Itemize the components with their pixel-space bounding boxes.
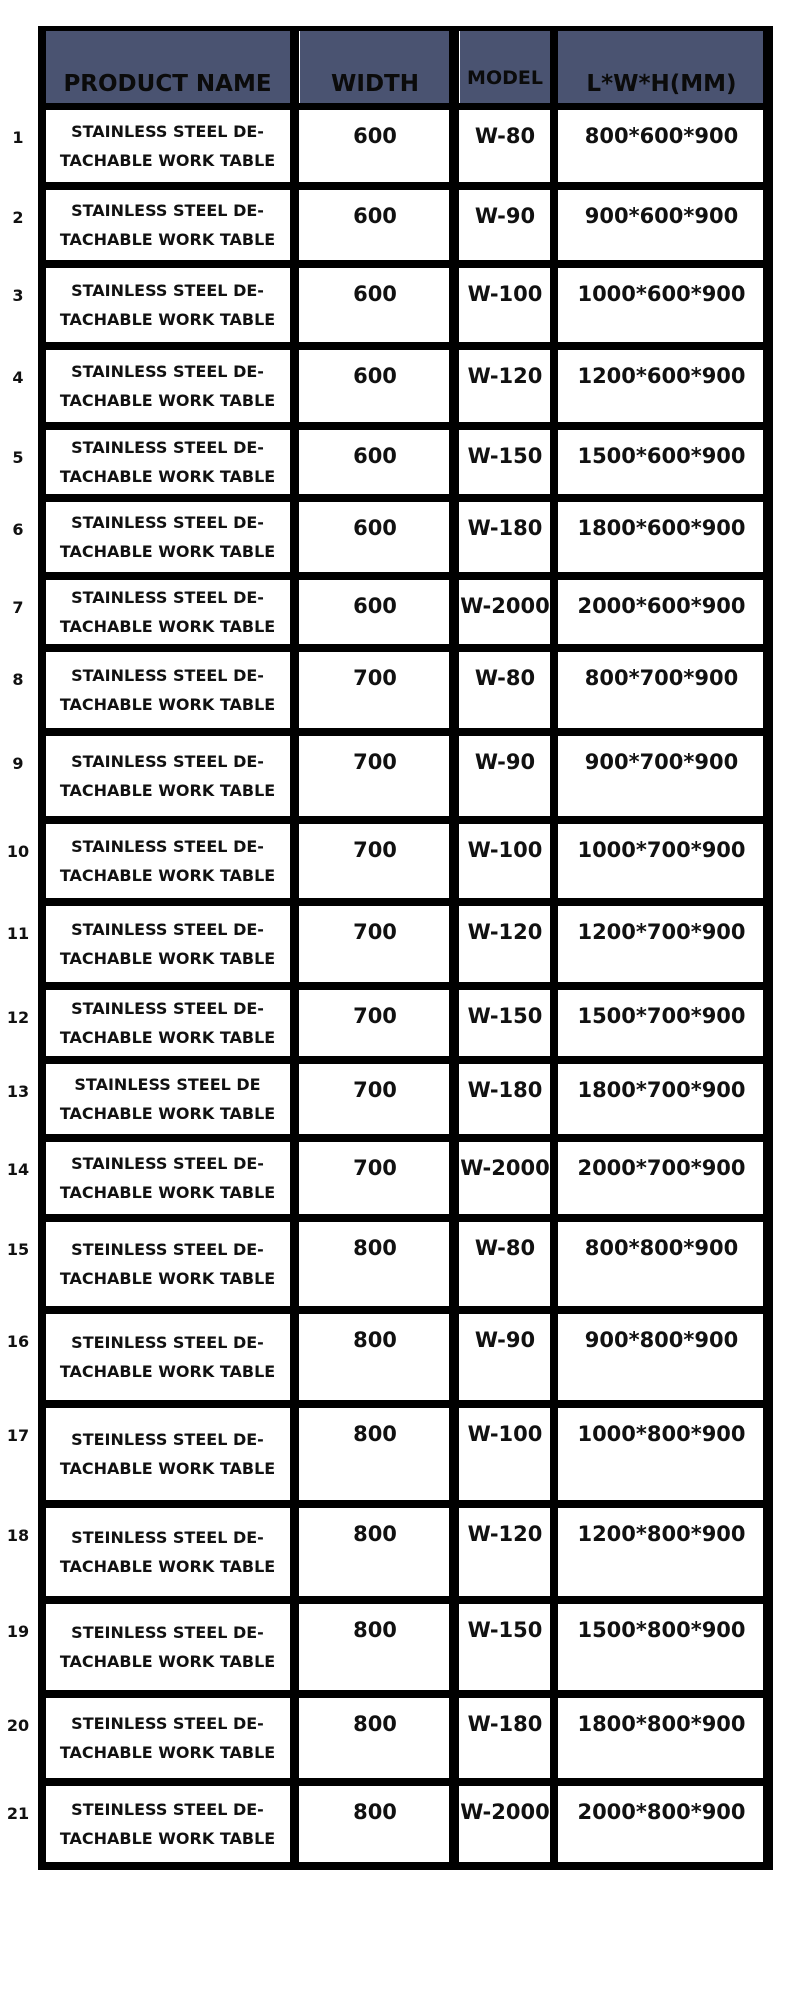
product-name-line2: TACHABLE WORK TABLE (59, 1557, 276, 1576)
product-name-cell (45, 190, 290, 260)
product-name-line1: STAINLESS STEEL DE- (71, 281, 264, 300)
product-name-line1: STAINLESS STEEL DE- (71, 362, 264, 381)
product-name-line2: TACHABLE WORK TABLE (59, 949, 276, 968)
product-name-line1: STAINLESS STEEL DE- (71, 752, 264, 771)
row-number: 2 (12, 208, 24, 227)
row-divider (38, 103, 773, 110)
model-cell: W-150 (467, 1618, 543, 1642)
row-number: 5 (12, 448, 24, 467)
product-name-cell (45, 580, 290, 644)
product-name-line1: STAINLESS STEEL DE (74, 1075, 261, 1094)
row-divider (38, 898, 773, 906)
row-divider (38, 342, 773, 350)
dimensions-cell: 2000*600*900 (577, 594, 746, 618)
dimensions-cell: 800*700*900 (584, 666, 739, 690)
model-cell: W-180 (467, 516, 543, 540)
width-cell: 700 (353, 1078, 397, 1102)
product-name-line2: TACHABLE WORK TABLE (59, 1743, 276, 1762)
row-divider (38, 1214, 773, 1222)
column-divider (550, 26, 558, 1870)
dimensions-cell: 1500*800*900 (577, 1618, 746, 1642)
product-name-line2: TACHABLE WORK TABLE (59, 866, 276, 885)
width-cell: 600 (353, 282, 397, 306)
product-name-line1: STEINLESS STEEL DE- (71, 1240, 264, 1259)
model-cell: W-150 (467, 1004, 543, 1028)
dimensions-cell: 1200*600*900 (577, 364, 746, 388)
width-cell: 600 (353, 444, 397, 468)
row-number: 14 (6, 1160, 30, 1179)
header-dimensions: L*W*H(MM) (558, 30, 765, 103)
row-divider (38, 1862, 773, 1870)
product-name-line1: STEINLESS STEEL DE- (71, 1430, 264, 1449)
column-divider (763, 26, 773, 1870)
product-name-line1: STEINLESS STEEL DE- (71, 1333, 264, 1352)
row-number: 10 (6, 842, 30, 861)
row-number: 11 (6, 924, 30, 943)
product-name-line1: STAINLESS STEEL DE- (71, 999, 264, 1018)
product-name-line1: STAINLESS STEEL DE- (71, 201, 264, 220)
product-name-line2: TACHABLE WORK TABLE (59, 310, 276, 329)
header-product-name: PRODUCT NAME (45, 30, 290, 103)
width-cell: 600 (353, 516, 397, 540)
row-number: 17 (6, 1426, 30, 1445)
dimensions-cell: 1000*800*900 (577, 1422, 746, 1446)
row-divider (38, 572, 773, 580)
product-name-line2: TACHABLE WORK TABLE (59, 1459, 276, 1478)
dimensions-cell: 1800*600*900 (577, 516, 746, 540)
row-divider (38, 26, 773, 31)
product-name-cell (45, 1508, 290, 1596)
row-number: 8 (12, 670, 24, 689)
dimensions-cell: 2000*700*900 (577, 1156, 746, 1180)
column-divider (449, 26, 459, 1870)
product-name-cell (45, 430, 290, 494)
width-cell: 600 (353, 204, 397, 228)
product-name-line1: STEINLESS STEEL DE- (71, 1528, 264, 1547)
row-number: 16 (6, 1332, 30, 1351)
row-number: 18 (6, 1526, 30, 1545)
product-name-line2: TACHABLE WORK TABLE (59, 781, 276, 800)
product-name-cell (45, 990, 290, 1056)
model-cell: W-120 (467, 920, 543, 944)
width-cell: 600 (353, 124, 397, 148)
width-cell: 600 (353, 364, 397, 388)
column-divider (38, 26, 46, 1870)
product-name-cell (45, 906, 290, 982)
dimensions-cell: 1000*600*900 (577, 282, 746, 306)
model-cell: W-100 (467, 838, 543, 862)
product-name-line1: STAINLESS STEEL DE- (71, 122, 264, 141)
product-name-line2: TACHABLE WORK TABLE (59, 230, 276, 249)
model-cell: W-100 (467, 282, 543, 306)
model-cell: W-80 (474, 124, 536, 148)
model-cell: W-100 (467, 1422, 543, 1446)
product-name-cell (45, 652, 290, 728)
product-name-cell (45, 1604, 290, 1690)
product-name-cell (45, 1786, 290, 1862)
dimensions-cell: 1200*700*900 (577, 920, 746, 944)
row-divider (38, 1690, 773, 1698)
product-name-line2: TACHABLE WORK TABLE (59, 542, 276, 561)
width-cell: 800 (353, 1236, 397, 1260)
row-number: 9 (12, 754, 24, 773)
column-divider (290, 26, 299, 1870)
model-cell: W-2000 (460, 594, 550, 618)
dimensions-cell: 900*800*900 (584, 1328, 739, 1352)
model-cell: W-120 (467, 1522, 543, 1546)
width-cell: 700 (353, 1156, 397, 1180)
product-name-line2: TACHABLE WORK TABLE (59, 467, 276, 486)
product-name-cell (45, 350, 290, 422)
product-name-line1: STEINLESS STEEL DE- (71, 1800, 264, 1819)
row-divider (38, 494, 773, 502)
product-name-line2: TACHABLE WORK TABLE (59, 695, 276, 714)
row-number: 12 (6, 1008, 30, 1027)
product-name-line1: STAINLESS STEEL DE- (71, 920, 264, 939)
product-name-line2: TACHABLE WORK TABLE (59, 391, 276, 410)
row-number: 7 (12, 598, 24, 617)
row-number: 21 (6, 1804, 30, 1823)
dimensions-cell: 1200*800*900 (577, 1522, 746, 1546)
dimensions-cell: 1500*700*900 (577, 1004, 746, 1028)
product-name-cell (45, 1408, 290, 1500)
dimensions-cell: 1500*600*900 (577, 444, 746, 468)
dimensions-cell: 800*600*900 (584, 124, 739, 148)
row-number: 3 (12, 286, 24, 305)
row-divider (38, 644, 773, 652)
row-divider (38, 982, 773, 990)
width-cell: 800 (353, 1422, 397, 1446)
product-name-cell (45, 1142, 290, 1214)
product-name-cell (45, 736, 290, 816)
header-model: MODEL (460, 30, 550, 103)
dimensions-cell: 900*700*900 (584, 750, 739, 774)
product-name-line1: STAINLESS STEEL DE- (71, 837, 264, 856)
dimensions-cell: 1000*700*900 (577, 838, 746, 862)
width-cell: 800 (353, 1712, 397, 1736)
dimensions-cell: 1800*800*900 (577, 1712, 746, 1736)
row-number: 4 (12, 368, 24, 387)
model-cell: W-90 (474, 750, 536, 774)
width-cell: 700 (353, 666, 397, 690)
model-cell: W-80 (474, 666, 536, 690)
product-name-line1: STAINLESS STEEL DE- (71, 588, 264, 607)
model-cell: W-90 (474, 204, 536, 228)
header-width: WIDTH (300, 30, 450, 103)
product-name-cell (45, 110, 290, 182)
product-name-line2: TACHABLE WORK TABLE (59, 1829, 276, 1848)
row-divider (38, 1500, 773, 1508)
product-name-cell (45, 1698, 290, 1778)
product-name-line2: TACHABLE WORK TABLE (59, 1269, 276, 1288)
dimensions-cell: 900*600*900 (584, 204, 739, 228)
row-divider (38, 182, 773, 190)
width-cell: 800 (353, 1800, 397, 1824)
model-cell: W-180 (467, 1078, 543, 1102)
width-cell: 700 (353, 1004, 397, 1028)
product-name-line1: STEINLESS STEEL DE- (71, 1623, 264, 1642)
width-cell: 700 (353, 750, 397, 774)
product-name-cell (45, 1222, 290, 1306)
product-name-cell (45, 268, 290, 342)
row-number: 13 (6, 1082, 30, 1101)
row-divider (38, 1056, 773, 1064)
row-divider (38, 1778, 773, 1786)
row-divider (38, 816, 773, 824)
width-cell: 600 (353, 594, 397, 618)
width-cell: 800 (353, 1522, 397, 1546)
row-number: 20 (6, 1716, 30, 1735)
row-divider (38, 1306, 773, 1314)
model-cell: W-2000 (460, 1156, 550, 1180)
width-cell: 800 (353, 1328, 397, 1352)
row-divider (38, 260, 773, 268)
product-name-line2: TACHABLE WORK TABLE (59, 1104, 276, 1123)
product-name-line2: TACHABLE WORK TABLE (59, 1183, 276, 1202)
row-divider (38, 1596, 773, 1604)
product-name-line2: TACHABLE WORK TABLE (59, 1362, 276, 1381)
row-divider (38, 728, 773, 736)
row-number: 15 (6, 1240, 30, 1259)
dimensions-cell: 2000*800*900 (577, 1800, 746, 1824)
product-name-line1: STEINLESS STEEL DE- (71, 1714, 264, 1733)
dimensions-cell: 1800*700*900 (577, 1078, 746, 1102)
product-name-cell (45, 1314, 290, 1400)
width-cell: 800 (353, 1618, 397, 1642)
product-name-line1: STAINLESS STEEL DE- (71, 666, 264, 685)
product-name-line1: STAINLESS STEEL DE- (71, 513, 264, 532)
product-name-line2: TACHABLE WORK TABLE (59, 1652, 276, 1671)
product-name-cell (45, 502, 290, 572)
model-cell: W-150 (467, 444, 543, 468)
product-name-line1: STAINLESS STEEL DE- (71, 1154, 264, 1173)
width-cell: 700 (353, 920, 397, 944)
model-cell: W-2000 (460, 1800, 550, 1824)
row-number: 1 (12, 128, 24, 147)
row-number: 6 (12, 520, 24, 539)
row-divider (38, 422, 773, 430)
model-cell: W-80 (474, 1236, 536, 1260)
model-cell: W-180 (467, 1712, 543, 1736)
dimensions-cell: 800*800*900 (584, 1236, 739, 1260)
product-name-cell (45, 824, 290, 898)
product-name-line1: STAINLESS STEEL DE- (71, 438, 264, 457)
width-cell: 700 (353, 838, 397, 862)
model-cell: W-90 (474, 1328, 536, 1352)
model-cell: W-120 (467, 364, 543, 388)
row-divider (38, 1400, 773, 1408)
row-divider (38, 1134, 773, 1142)
product-name-cell (45, 1064, 290, 1134)
row-number: 19 (6, 1622, 30, 1641)
product-name-line2: TACHABLE WORK TABLE (59, 1028, 276, 1047)
product-name-line2: TACHABLE WORK TABLE (59, 617, 276, 636)
product-name-line2: TACHABLE WORK TABLE (59, 151, 276, 170)
